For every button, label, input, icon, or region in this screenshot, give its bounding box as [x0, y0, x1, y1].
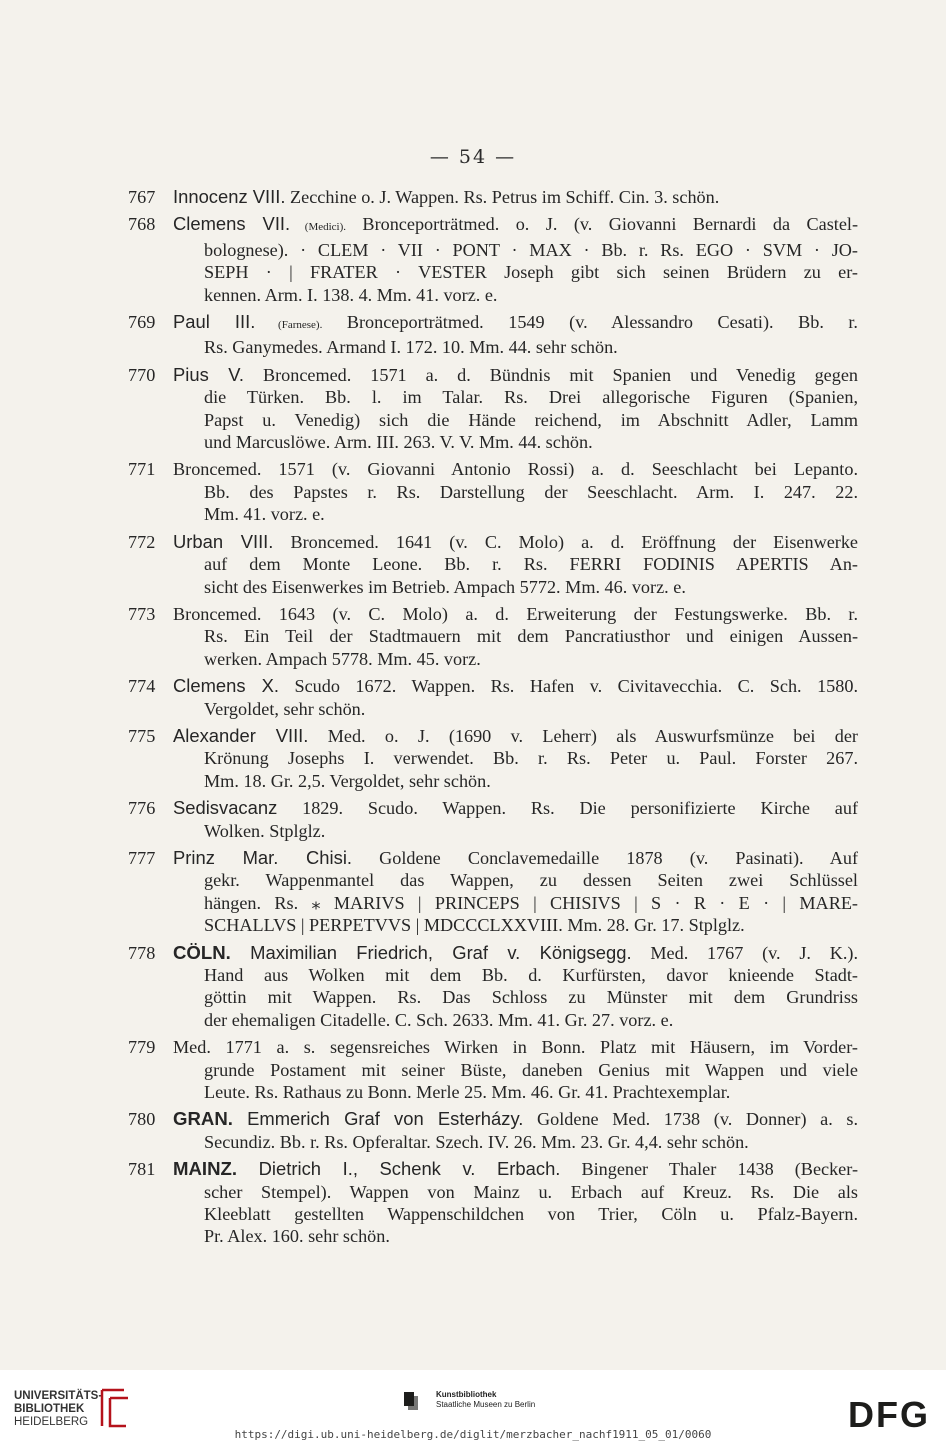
entry-line [128, 964, 858, 986]
entry-text: Rs. Ein Teil der Stadtmauern mit dem Pancratiusthor und einigen Aussen- [204, 626, 858, 647]
entry-line [128, 503, 858, 525]
entry-line [128, 820, 858, 842]
entry-line [128, 1131, 858, 1153]
entry-ruler: Clemens X. [173, 675, 279, 697]
lot-number: 774 [128, 676, 156, 697]
entry-text: Bronceporträtmed. 1549 (v. Alessandro Cesati). Bb. r. [322, 312, 858, 333]
entry-ruler: Clemens VII. [173, 213, 291, 235]
entry-ruler: Alexander VIII. [173, 724, 309, 746]
entry-ruler: Paul III. [173, 311, 256, 333]
entry-line [128, 576, 858, 598]
entry-line [128, 1081, 858, 1103]
entry-text: Bronceporträtmed. o. J. (v. Giovanni Bernardi da Castel- [346, 214, 858, 235]
entry-line [128, 603, 858, 625]
entry-text: Med. 1771 a. s. segensreiches Wirken in Bonn. Platz mit Häusern, im Vorder- [173, 1037, 858, 1058]
entry-text: Hand aus Wolken mit dem Bb. d. Kurfürsten, davor knieende Stadt- [204, 965, 858, 985]
entry-text: gekr. Wappenmantel das Wappen, zu dessen Seiten zwei Schlüssel [204, 870, 858, 891]
entry-text: göttin mit Wappen. Rs. Das Schloss zu Münster mit dem Grundriss [204, 987, 858, 1008]
entry-place: GRAN. [173, 1108, 233, 1130]
lot-number: 770 [128, 364, 156, 385]
entry-line [128, 239, 858, 261]
lot-number: 780 [128, 1109, 156, 1130]
entry-line [128, 284, 858, 306]
entry-text: der ehemaligen Citadelle. C. Sch. 2633. Mm. 41. Gr. 27. vorz. e. [204, 1009, 674, 1030]
lot-number: 775 [128, 725, 156, 746]
entry-text: sicht des Eisenwerkes im Betrieb. Ampach 5772. Mm. 46. vorz. e. [204, 576, 686, 597]
entry-text: bolognese). · CLEM · VII · PONT · MAX · Bb. r. Rs. EGO · SVM · JO- [204, 239, 858, 260]
catalog-entry [128, 458, 858, 525]
entry-line [128, 797, 858, 819]
catalog-entry [128, 1036, 858, 1103]
catalog-entry [128, 942, 858, 1032]
entry-text: Bb. des Papstes r. Rs. Darstellung der Seeschlacht. Arm. I. 247. 22. [204, 481, 858, 502]
lot-number: 778 [128, 942, 156, 963]
entry-text: Rs. Ganymedes. Armand I. 172. 10. Mm. 44. sehr schön. [204, 337, 618, 358]
entry-line [128, 648, 858, 670]
entry-text: Goldene Med. 1738 (v. Donner) a. s. [523, 1109, 858, 1130]
footer-bar [0, 1370, 946, 1445]
entry-text: werken. Ampach 5778. Mm. 45. vorz. [204, 648, 481, 669]
entry-ruler: Sedisvacanz [173, 797, 278, 819]
entry-line [128, 386, 858, 408]
entry-line [128, 1059, 858, 1081]
entry-text: 1829. Scudo. Wappen. Rs. Die personifizierte Kirche auf [277, 798, 858, 819]
entry-text: hängen. Rs. ⁎ MARIVS | PRINCEPS | CHISIVS | S · R · E · | MARE- [204, 892, 858, 913]
catalog-entry [128, 364, 858, 454]
entry-line [128, 698, 858, 720]
entry-line [128, 1181, 858, 1203]
entry-line [128, 364, 858, 386]
entry-line [128, 553, 858, 575]
entry-ruler: Prinz Mar. Chisi. [173, 846, 353, 868]
entry-text: Wolken. Stplglz. [204, 820, 326, 841]
entry-text: die Türken. Bb. l. im Talar. Rs. Drei allegorische Figuren (Spanien, [204, 387, 858, 408]
entry-text: grunde Postament mit seiner Büste, daneben Genius mit Wappen und viele [204, 1059, 858, 1080]
ub-heidelberg-logo[interactable] [14, 1390, 102, 1429]
entry-line [128, 261, 858, 283]
entry-text: Mm. 18. Gr. 2,5. Vergoldet, sehr schön. [204, 770, 491, 791]
entry-line [128, 725, 858, 747]
entry-text: kennen. Arm. I. 138. 4. Mm. 41. vorz. e. [204, 284, 498, 305]
entry-text: Broncemed. 1643 (v. C. Molo) a. d. Erweiterung der Festungswerke. Bb. r. [173, 603, 858, 624]
entry-text: Med. 1767 (v. J. K.). [631, 942, 858, 963]
entry-family: (Farnese). [255, 319, 323, 332]
catalog-entry [128, 797, 858, 842]
entry-line [128, 531, 858, 553]
entry-ruler: Innocenz VIII. [173, 186, 286, 207]
lot-number: 771 [128, 459, 156, 480]
entry-text: Broncemed. 1641 (v. C. Molo) a. d. Eröffnung der Eisenwerke [273, 531, 858, 552]
entry-line [128, 186, 858, 208]
entry-text: Goldene Conclavemedaille 1878 (v. Pasinati). Auf [352, 847, 858, 868]
entry-line [128, 747, 858, 769]
entry-ruler: Dietrich I., Schenk v. Erbach. [237, 1158, 561, 1180]
permalink-url[interactable]: https://digi.ub.uni-heidelberg.de/diglit/merzbacher_nachf1911_05_01/0060 [234, 1428, 712, 1441]
dfg-logo[interactable]: DFG [848, 1394, 930, 1435]
entry-text: scher Stempel). Wappen von Mainz u. Erbach auf Kreuz. Rs. Die als [204, 1181, 858, 1202]
lot-number: 777 [128, 847, 156, 868]
catalog-entry [128, 531, 858, 598]
entry-ruler: Emmerich Graf von Esterházy. [232, 1108, 524, 1130]
entry-text: Zecchine o. J. Wappen. Rs. Petrus im Schiff. Cin. 3. schön. [285, 187, 720, 207]
catalog-entry [128, 311, 858, 359]
entry-text: Scudo 1672. Wappen. Rs. Hafen v. Civitavecchia. C. Sch. 1580. [278, 676, 858, 697]
entry-line [128, 1036, 858, 1058]
catalog-entry [128, 213, 858, 306]
entry-line [128, 847, 858, 869]
lot-number: 767 [128, 187, 156, 207]
entry-ruler: Pius V. [173, 363, 244, 385]
entry-text: Leute. Rs. Rathaus zu Bonn. Merle 25. Mm. 46. Gr. 41. Prachtexemplar. [204, 1082, 731, 1103]
entry-line [128, 1108, 858, 1130]
catalog-entry [128, 675, 858, 720]
entry-place: CÖLN. [173, 941, 231, 963]
entry-text: Mm. 41. vorz. e. [204, 504, 325, 525]
lot-number: 772 [128, 531, 156, 552]
entry-line [128, 1203, 858, 1225]
entry-line [128, 1225, 858, 1247]
catalog-entry [128, 1108, 858, 1153]
entry-line [128, 431, 858, 453]
entry-line [128, 311, 858, 336]
catalog-entry [128, 603, 858, 670]
lot-number: 769 [128, 312, 156, 333]
catalog-entry [128, 186, 858, 208]
kb-subtitle: Staatliche Museen zu Berlin [436, 1400, 536, 1409]
entry-line [128, 481, 858, 503]
entry-line [128, 675, 858, 697]
lot-number: 781 [128, 1159, 156, 1180]
entry-line [128, 942, 858, 964]
kunstbibliothek-logo[interactable] [436, 1390, 576, 1410]
entry-line [128, 1009, 858, 1031]
entry-line [128, 892, 858, 914]
entry-line [128, 914, 858, 936]
entry-line [128, 869, 858, 891]
entry-line [128, 625, 858, 647]
page-number: — 54 — [429, 146, 517, 168]
entry-line [128, 986, 858, 1008]
entry-text: Med. o. J. (1690 v. Leherr) als Auswurfsmünze bei der [308, 725, 858, 746]
entry-text: SEPH · | FRATER · VESTER Joseph gibt sich seinen Brüdern zu er- [204, 262, 858, 283]
catalog-entries [128, 186, 858, 1253]
entry-line [128, 458, 858, 480]
entry-text: Kleeblatt gestellten Wappenschildchen von Trier, Cöln u. Pfalz-Bayern. [204, 1204, 858, 1225]
entry-text: Secundiz. Bb. r. Rs. Opferaltar. Szech. IV. 26. Mm. 23. Gr. 4,4. sehr schön. [204, 1131, 749, 1152]
entry-line [128, 770, 858, 792]
kb-title: Kunstbibliothek [436, 1390, 497, 1399]
entry-text: Pr. Alex. 160. sehr schön. [204, 1226, 390, 1247]
entry-text: Krönung Josephs I. verwendet. Bb. r. Rs. Peter u. Paul. Forster 267. [204, 748, 858, 769]
entry-family: (Medici). [290, 221, 347, 234]
entry-ruler: Urban VIII. [173, 530, 274, 552]
ub-line: BIBLIOTHEK [14, 1403, 85, 1415]
entry-text: und Marcuslöwe. Arm. III. 263. V. V. Mm. 44. schön. [204, 432, 593, 453]
ub-line: UNIVERSITÄTS- [14, 1390, 103, 1402]
entry-line [128, 213, 858, 238]
entry-text: Bingener Thaler 1438 (Becker- [560, 1159, 858, 1180]
entry-ruler: Maximilian Friedrich, Graf v. Königsegg. [230, 941, 632, 963]
entry-line [128, 1158, 858, 1180]
catalog-entry [128, 725, 858, 792]
lot-number: 779 [128, 1037, 156, 1058]
lot-number: 768 [128, 214, 156, 235]
catalog-entry [128, 847, 858, 937]
kunstbibliothek-icon [404, 1392, 418, 1410]
entry-text: auf dem Monte Leone. Bb. r. Rs. FERRI FODINIS APERTIS An- [204, 554, 858, 575]
ub-line: HEIDELBERG [14, 1416, 89, 1428]
lot-number: 773 [128, 603, 156, 624]
entry-text: SCHALLVS | PERPETVVS | MDCCCLXXVIII. Mm. 28. Gr. 17. Stplglz. [204, 915, 745, 936]
lot-number: 776 [128, 798, 156, 819]
entry-text: Broncemed. 1571 (v. Giovanni Antonio Rossi) a. d. Seeschlacht bei Lepanto. [173, 459, 858, 480]
entry-text: Vergoldet, sehr schön. [204, 698, 366, 719]
catalog-entry [128, 1158, 858, 1248]
entry-text: Broncemed. 1571 a. d. Bündnis mit Spanien und Venedig gegen [243, 364, 858, 385]
entry-place: MAINZ. [173, 1158, 238, 1180]
entry-text: Papst u. Venedig) sich die Hände reichend, im Abschnitt Adler, Lamm [204, 409, 858, 430]
ub-mark-icon [96, 1386, 132, 1430]
entry-line [128, 336, 858, 358]
entry-line [128, 409, 858, 431]
